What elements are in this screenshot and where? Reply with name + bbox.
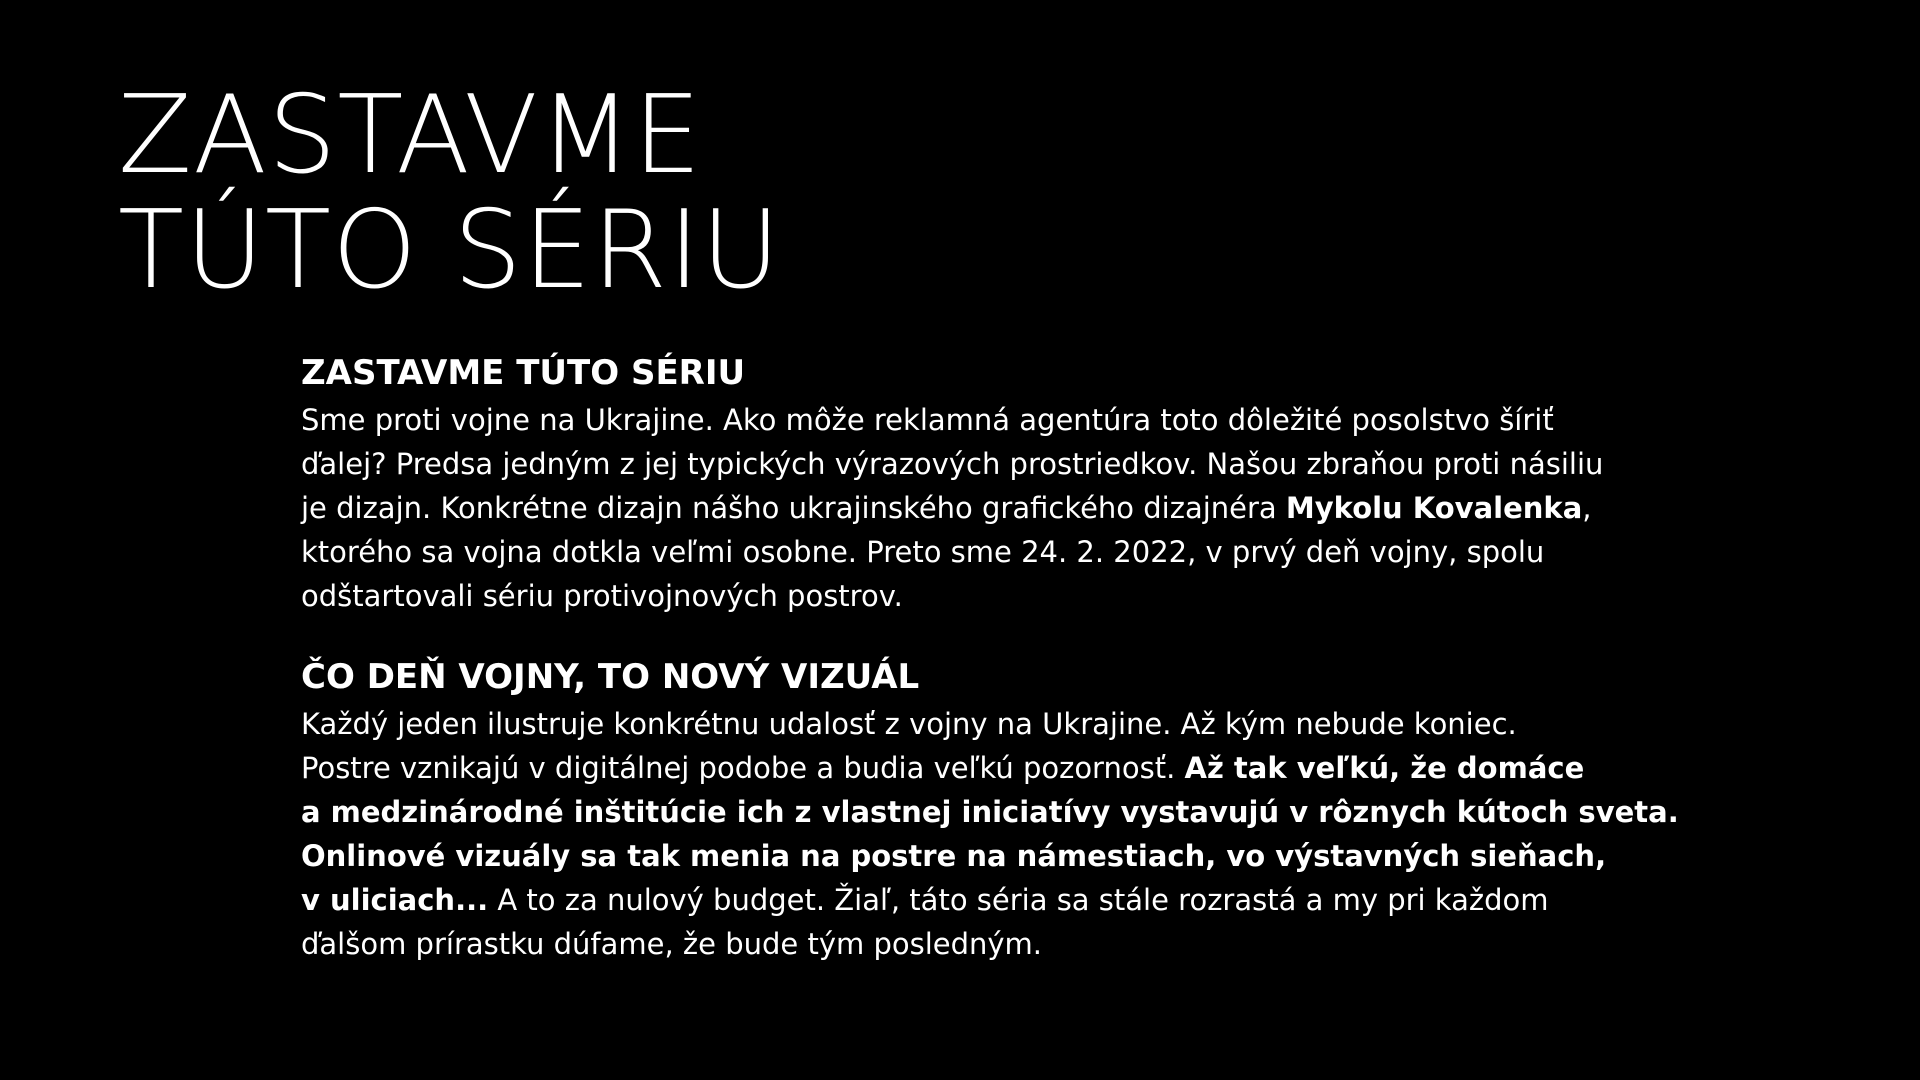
body-text: je dizajn. Konkrétne dizajn nášho ukrajinského grafického dizajnéra [301, 491, 1286, 525]
bold-text: v uliciach... [301, 883, 489, 917]
bold-text: Onlinové vizuály sa tak menia na postre na námestiach, vo výstavných sieňach, [301, 839, 1607, 873]
content-area [301, 350, 1679, 1002]
section-new-visual [301, 654, 1679, 966]
body-line [301, 530, 1641, 574]
slide-title-line-2: TÚTO SÉRIU [118, 188, 782, 313]
body-text: A to za nulový budget. Žiaľ, táto séria sa stále rozrastá a my pri každom [488, 883, 1549, 917]
bold-text: Až tak veľkú, že domáce [1184, 751, 1585, 785]
body-line [301, 922, 1641, 966]
body-line [301, 486, 1641, 530]
section-body [301, 702, 1679, 966]
section-heading: ZASTAVME TÚTO SÉRIU [301, 353, 746, 393]
body-line [301, 746, 1641, 790]
section-heading: ČO DEŇ VOJNY, TO NOVÝ VIZUÁL [301, 657, 920, 697]
body-text: ktorého sa vojna dotkla veľmi osobne. Preto sme 24. 2. 2022, v prvý deň vojny, spolu [301, 535, 1545, 569]
bold-text: a medzinárodné inštitúcie ich z vlastnej iniciatívy vystavujú v rôznych kútoch sveta. [301, 795, 1679, 829]
body-line [301, 574, 1641, 618]
section-body [301, 398, 1641, 618]
slide-title-line-1: ZASTAVME [118, 73, 703, 198]
section-stop-series [301, 350, 1641, 618]
body-text: , [1582, 491, 1592, 525]
bold-text: Mykolu Kovalenka [1285, 491, 1583, 525]
body-line [301, 442, 1641, 486]
slide-title [118, 73, 782, 313]
body-text: ďalej? Predsa jedným z jej typických výrazových prostriedkov. Našou zbraňou proti násiliu [301, 447, 1604, 481]
body-line [301, 790, 1679, 834]
body-line [301, 702, 1641, 746]
body-text: Postre vznikajú v digitálnej podobe a budia veľkú pozornosť. [301, 751, 1185, 785]
body-line [301, 398, 1641, 442]
body-text: Sme proti vojne na Ukrajine. Ako môže reklamná agentúra toto dôležité posolstvo šíriť [301, 403, 1554, 437]
body-line [301, 878, 1641, 922]
body-text: Každý jeden ilustruje konkrétnu udalosť z vojny na Ukrajine. Až kým nebude koniec. [301, 707, 1517, 741]
body-line [301, 834, 1641, 878]
body-text: odštartovali sériu protivojnových postrov. [301, 579, 903, 613]
body-text: ďalšom prírastku dúfame, že bude tým posledným. [301, 927, 1043, 961]
